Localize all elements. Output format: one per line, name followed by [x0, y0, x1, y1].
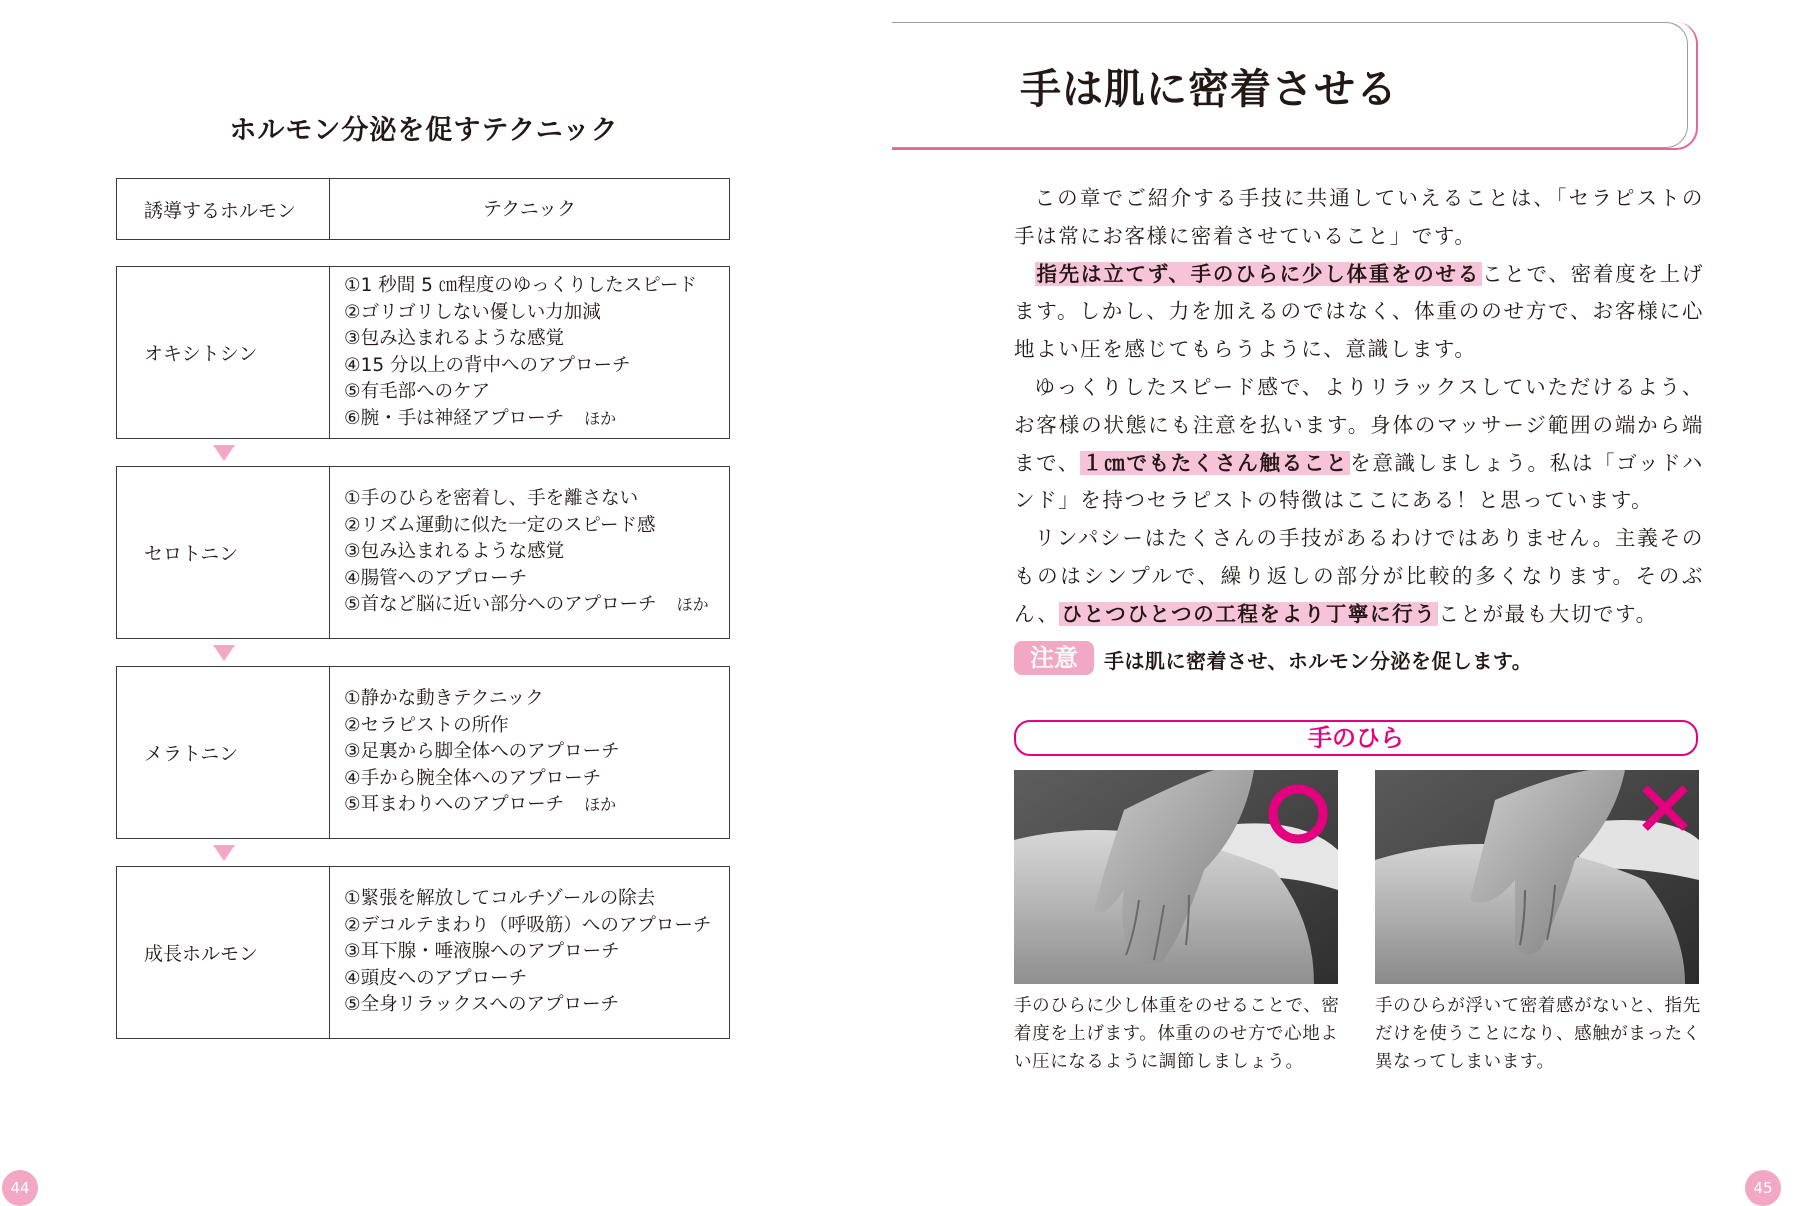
body-text	[1014, 180, 1704, 634]
hormone-name: メラトニン	[117, 667, 330, 838]
hormone-name: セロトニン	[117, 467, 330, 638]
down-arrow-icon	[213, 445, 235, 461]
suffix-etc: ほか	[584, 408, 617, 428]
suffix-etc: ほか	[676, 595, 709, 615]
technique-item: ⑤有毛部へのケア	[344, 381, 491, 402]
highlight-text: １㎝でもたくさん触ること	[1082, 450, 1349, 475]
caption-correct: 手のひらに少し体重をのせることで、密着度を上げます。体重ののせ方で心地よい圧になるように調節しましょう。	[1014, 996, 1340, 1072]
page-title: 手は肌に密着させる	[1020, 65, 1398, 113]
table-row	[116, 266, 730, 439]
caption-incorrect: 手のひらが浮いて密着感がないと、指先だけを使うことになり、感触がまったく異なってしまいます。	[1375, 996, 1701, 1072]
technique-item: ④腸管へのアプローチ	[344, 567, 528, 589]
technique-item: ①1 秒間 5 ㎝程度のゆっくりしたスピード	[344, 275, 697, 296]
technique-list	[330, 667, 729, 838]
technique-item: ⑤耳まわりへのアプローチ ほか	[344, 794, 617, 816]
highlight-text: ひとつひとつの工程をより丁寧に行う	[1061, 601, 1437, 626]
technique-item: ①緊張を解放してコルチゾールの除去	[344, 888, 656, 910]
technique-list	[330, 267, 729, 438]
technique-item: ①静かな動きテクニック	[344, 688, 544, 710]
down-arrow-icon	[213, 845, 235, 861]
technique-item: ②リズム運動に似た一定のスピード感	[344, 514, 656, 536]
technique-item: ③耳下腺・唾液腺へのアプローチ	[344, 941, 620, 963]
technique-item: ③足裏から脚全体へのアプローチ	[344, 741, 620, 763]
table-row	[116, 466, 730, 639]
header-technique: テクニック	[482, 197, 577, 220]
technique-item: ③包み込まれるような感覚	[344, 541, 565, 563]
technique-item: ③包み込まれるような感覚	[344, 328, 565, 349]
circle-correct-icon	[1266, 782, 1330, 846]
table-row	[116, 866, 730, 1039]
paragraph-3: ゆっくりしたスピード感で、よりリラックスしていただけるよう、お客様の状態にも注意を払います。身体のマッサージ範囲の端から端まで、１㎝でもたくさん触ることを意識しましょう。私は「ゴッドハンド」を持つセラピストの特徴はここにある！と思っています。	[1014, 374, 1705, 513]
paragraph-2: 指先は立てず、手のひらに少し体重をのせることで、密着度を上げます。しかし、力を加えるのではなく、体重ののせ方で、お客様に心地よい圧を感じてもらうように、意識します。	[1014, 261, 1705, 362]
cross-incorrect-icon	[1637, 780, 1693, 836]
paragraph-1: この章でご紹介する手技に共通していえることは、「セラピストの手は常にお客様に密着させていること」です。	[1014, 186, 1704, 248]
note-badge: 注意	[1014, 641, 1094, 675]
note-text: 手は肌に密着させ、ホルモン分泌を促します。	[1104, 649, 1533, 673]
technique-item: ④手から腕全体へのアプローチ	[344, 767, 602, 789]
down-arrow-icon	[213, 645, 235, 661]
photo-correct-palm	[1014, 770, 1338, 984]
hormone-name: 成長ホルモン	[117, 867, 330, 1038]
paragraph-4: リンパシーはたくさんの手技があるわけではありません。主義そのものはシンプルで、繰り返しの部分が比較的多くなります。そのぶん、ひとつひとつの工程をより丁寧に行うことが最も大切です。	[1014, 526, 1704, 626]
technique-item: ①手のひらを密着し、手を離さない	[344, 488, 639, 510]
technique-item: ④頭皮へのアプローチ	[344, 967, 528, 989]
technique-item: ②デコルテまわり（呼吸筋）へのアプローチ	[344, 914, 712, 936]
section-heading: 手のひら	[1014, 720, 1698, 756]
technique-item: ④15 分以上の背中へのアプローチ	[344, 354, 631, 376]
technique-item: ⑤首など脳に近い部分へのアプローチ ほか	[344, 594, 709, 616]
technique-item: ②ゴリゴリしない優しい力加減	[344, 301, 601, 323]
hormone-name: オキシトシン	[117, 267, 330, 438]
table-title: ホルモン分泌を促すテクニック	[229, 115, 619, 146]
table-header	[116, 178, 730, 240]
technique-item: ⑥腕・手は神経アプローチ ほか	[344, 407, 617, 429]
technique-item: ⑤全身リラックスへのアプローチ	[344, 994, 620, 1016]
photo-incorrect-palm	[1375, 770, 1699, 984]
suffix-etc: ほか	[584, 795, 617, 815]
technique-list	[330, 467, 729, 638]
header-hormone: 誘導するホルモン	[117, 179, 330, 239]
highlight-text: 指先は立てず、手のひらに少し体重をのせる	[1036, 261, 1480, 286]
page-number-right: 45	[1745, 1170, 1781, 1206]
page-number-left: 44	[2, 1170, 38, 1206]
table-row	[116, 666, 730, 839]
technique-list	[330, 867, 729, 1038]
technique-item: ②セラピストの所作	[344, 714, 509, 736]
